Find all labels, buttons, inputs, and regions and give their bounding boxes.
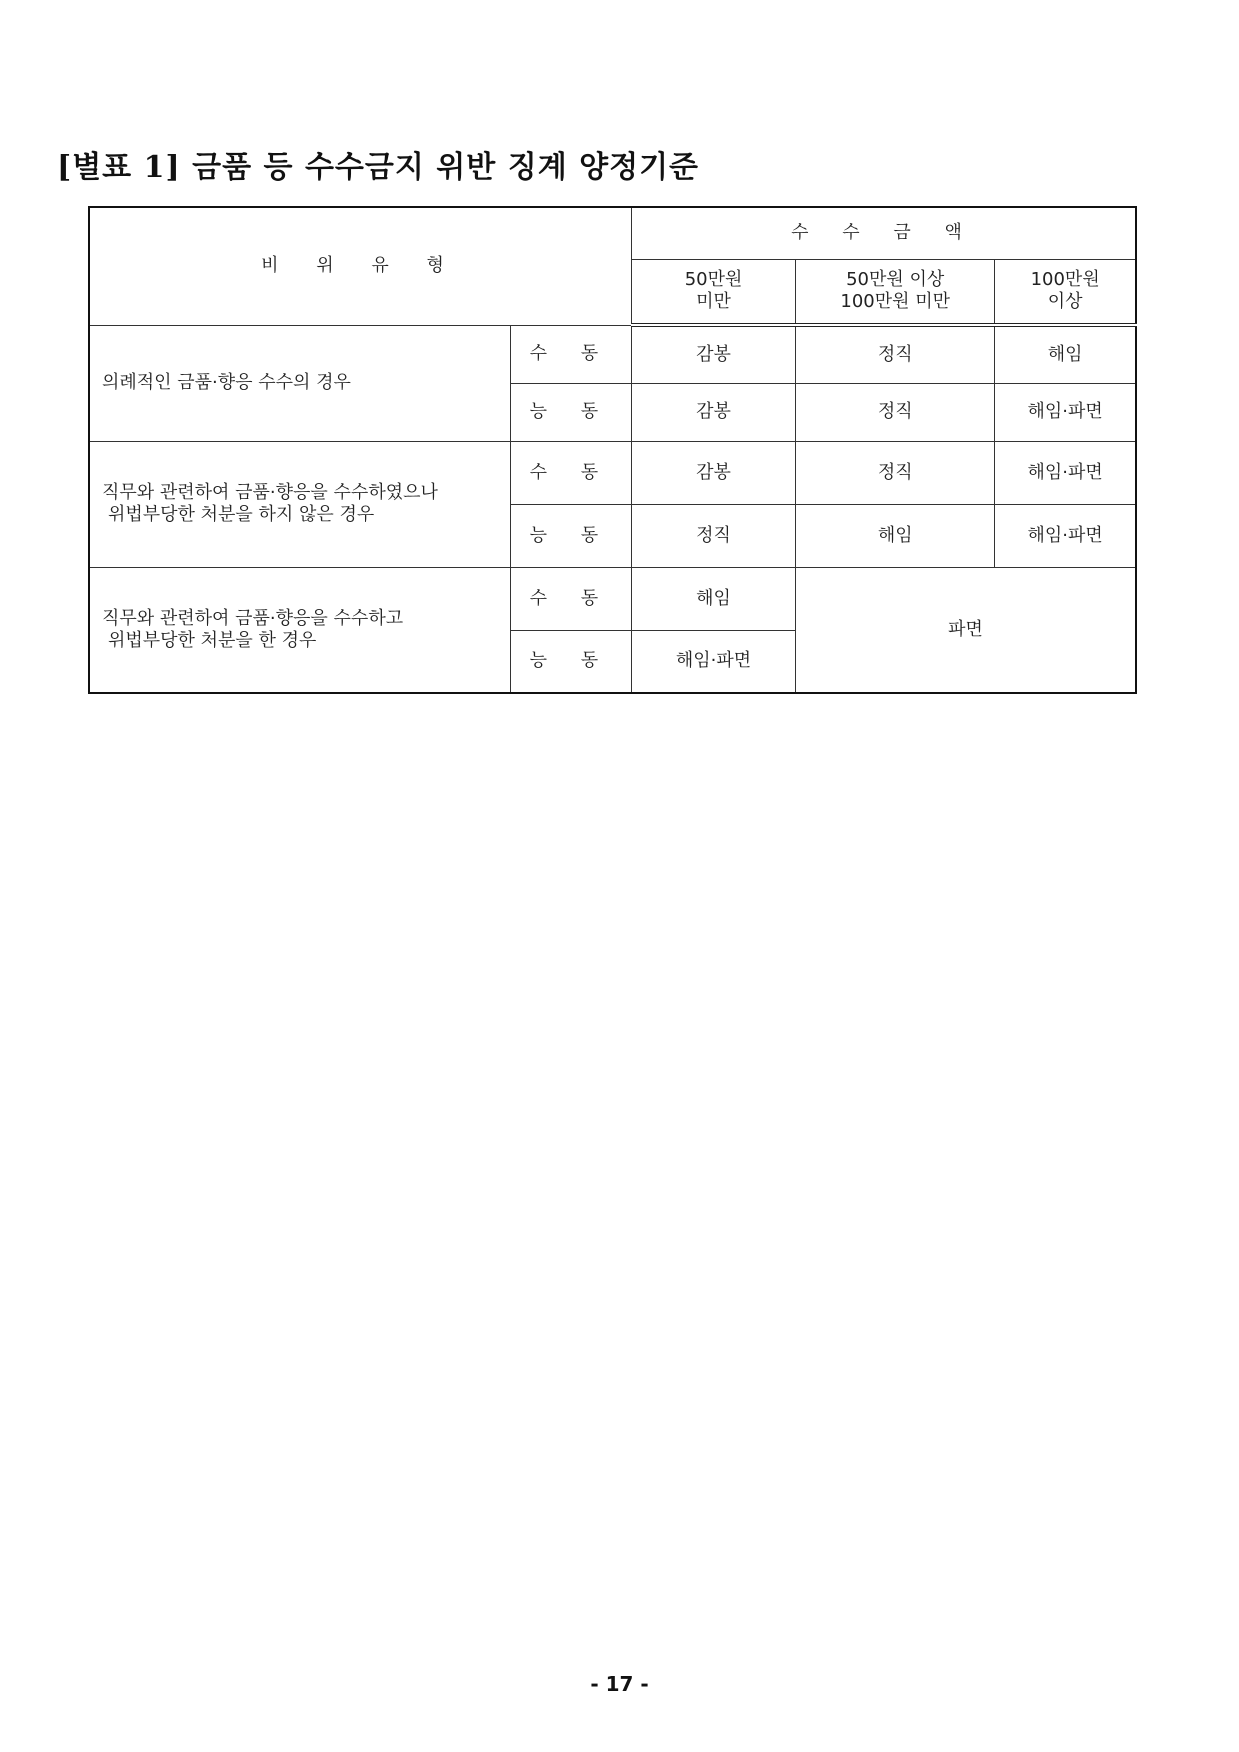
merged-penalty-cell: 파면 [796,567,1136,693]
amount-column-header: 50만원 미만 [631,259,795,325]
amount-header [631,207,1136,259]
table-row [89,441,1136,504]
page-number: - 17 - [590,1672,649,1696]
penalty-cell: 해임·파면 [631,630,795,693]
penalty-cell: 정직 [796,441,995,504]
mode-cell: 능 동 [510,630,631,693]
table-row [89,325,1136,383]
penalty-cell: 감봉 [631,441,795,504]
violation-type-cell: 의례적인 금품·향응 수수의 경우 [89,325,510,441]
mode-cell: 수 동 [510,567,631,630]
penalty-cell: 정직 [796,383,995,441]
page-title: [별표 1] 금품 등 수수금지 위반 징계 양정기준 [57,150,700,185]
penalty-cell: 해임 [995,325,1136,383]
amount-column-header: 100만원 이상 [995,259,1136,325]
table-row [89,567,1136,630]
penalty-cell: 감봉 [631,325,795,383]
violation-type-header [89,207,631,325]
penalty-cell: 정직 [796,325,995,383]
violation-type-cell: 직무와 관련하여 금품·향응을 수수하였으나 위법부당한 처분을 하지 않은 경우 [89,441,510,567]
amount-column-header: 50만원 이상 100만원 미만 [796,259,995,325]
violation-type-header-label: 비 위 유 형 [261,255,460,277]
amount-header-label: 수 수 금 액 [791,222,976,244]
mode-cell: 능 동 [510,383,631,441]
penalty-cell: 해임·파면 [995,441,1136,504]
penalty-cell: 해임 [631,567,795,630]
penalty-cell: 감봉 [631,383,795,441]
penalty-cell: 정직 [631,504,795,567]
penalty-cell: 해임·파면 [995,504,1136,567]
penalty-cell: 해임·파면 [995,383,1136,441]
penalty-cell: 해임 [796,504,995,567]
mode-cell: 수 동 [510,325,631,383]
violation-type-cell: 직무와 관련하여 금품·향응을 수수하고 위법부당한 처분을 한 경우 [89,567,510,693]
disciplinary-standards-table [88,206,1137,694]
mode-cell: 수 동 [510,441,631,504]
mode-cell: 능 동 [510,504,631,567]
